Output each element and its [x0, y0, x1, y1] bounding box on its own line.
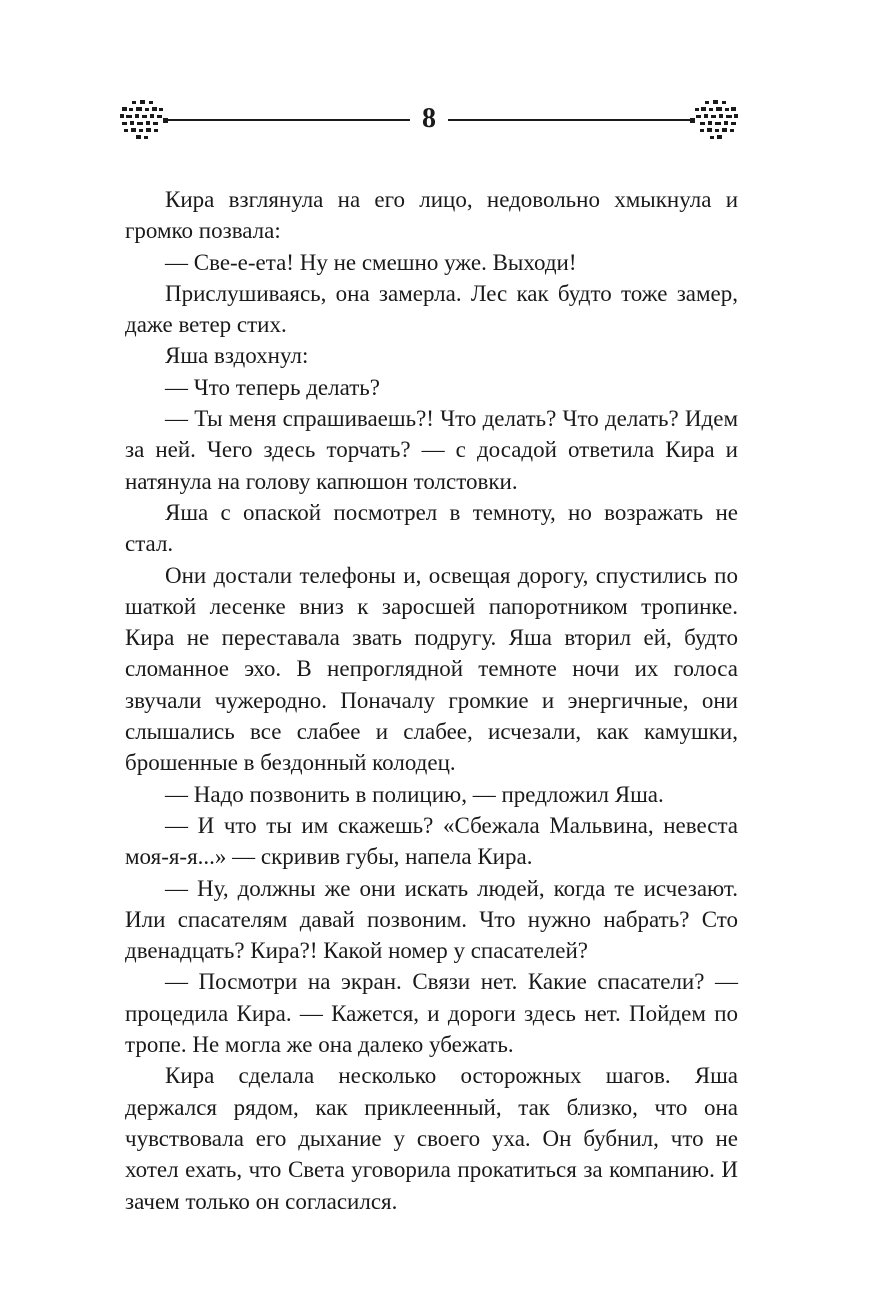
- ornament-right-icon: [690, 99, 740, 141]
- ornament-left-icon: [118, 99, 168, 141]
- paragraph: Они достали телефоны и, освещая дорогу, спустились по шаткой лесенке вниз к заросшей папоротником тропинке. Кира не переставала звать подругу. Яша вторил ей, будто сломанное эхо. В непроглядной темноте ночи их голоса звучали чужеродно. Поначалу громкие и энергичные, они слышались все слабее и слабее, исчезали, как камушки, брошенные в бездонный колодец.: [125, 562, 738, 776]
- running-header: [118, 95, 740, 145]
- paragraph: Прислушиваясь, она замерла. Лес как будто тоже замер, даже ветер стих.: [125, 280, 738, 338]
- paragraph: Кира взглянула на его лицо, недовольно хмыкнула и громко позвала:: [125, 187, 738, 244]
- paragraph: — Надо позвонить в полицию, — предложил Яша.: [165, 781, 664, 807]
- paragraph: — И что ты им скажешь? «Сбежала Мальвина, невеста моя-я-я...» — скривив губы, напела Кира.: [125, 812, 738, 870]
- paragraph: — Посмотри на экран. Связи нет. Какие спасатели? — процедила Кира. — Кажется, и дороги здесь нет. Пойдем по тропе. Не могла же она далеко убежать.: [125, 969, 738, 1058]
- header-rule-right: [448, 119, 690, 121]
- paragraph: Кира сделала несколько осторожных шагов. Яша держался рядом, как приклеенный, так близко, что она чувствовала его дыхание у своего уха. Он бубнил, что не хотел ехать, что Света уговорила прокатиться за компанию. И зачем только он согласился.: [125, 1063, 738, 1214]
- paragraph: — Ты меня спрашиваешь?! Что делать? Что делать? Идем за ней. Чего здесь торчать? — с досадой ответила Кира и натянула на голову капюшон толстовки.: [125, 406, 738, 494]
- paragraph: — Что теперь делать?: [165, 374, 380, 400]
- paragraph: Яша вздохнул:: [165, 343, 309, 369]
- paragraph: — Све-е-ета! Ну не смешно уже. Выходи!: [165, 249, 577, 275]
- page-number: 8: [422, 103, 436, 134]
- paragraph: — Ну, должны же они искать людей, когда те исчезают. Или спасателям давай позвоним. Что нужно набрать? Сто двенадцать? Кира?! Какой номер у спасателей?: [125, 875, 738, 964]
- paragraph: Яша с опаской посмотрел в темноту, но возражать не стал.: [125, 499, 738, 557]
- header-rule-left: [168, 119, 410, 121]
- body-text: [125, 184, 738, 1217]
